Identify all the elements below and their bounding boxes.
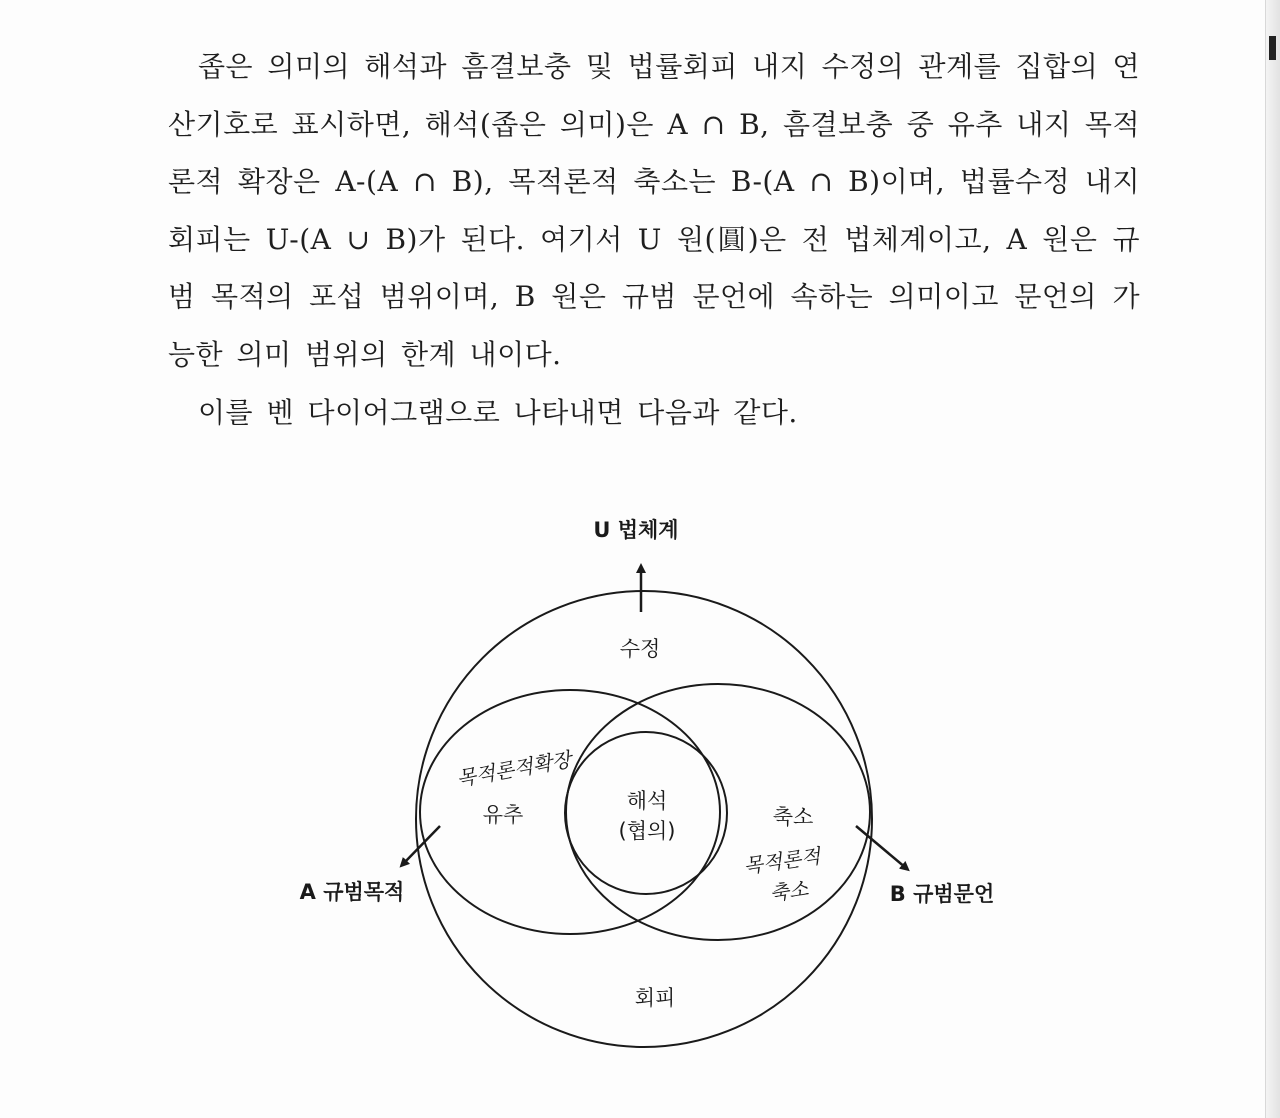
region-outside-label: 회피 xyxy=(634,986,676,1010)
region-b-only-label: 축소 xyxy=(772,805,814,829)
ellipse-b xyxy=(566,684,870,940)
region-universe-label: 수정 xyxy=(619,637,661,661)
label-b: B 규범문언 xyxy=(889,882,995,906)
region-intersection-label-2: (협의) xyxy=(618,819,676,843)
paragraph-1: 좁은 의미의 해석과 흠결보충 및 법률회피 내지 수정의 관계를 집합의 연산기호로 표시하면, 해석(좁은 의미)은 A ∩ B, 흠결보충 중 유추 내지 목적론적 확장은 A-(A ∩ B), 목적론적 축소는 B-(A ∩ B)이며, 법률수정 내지 회피는 U-(A ∪ B)가 된다. 여기서 U 원(圓)은 전 법체계이고, A 원은 규범 목적의 포섭 범위이며, B 원은 규범 문언에 속하는 의미이고 문언의 가능한 의미 범위의 한계 내이다. xyxy=(168,50,1140,371)
region-intersection-label-1: 해석 xyxy=(626,789,668,813)
handwritten-a: 목적론적확장 xyxy=(454,747,573,791)
handwritten-b-line1: 목적론적 xyxy=(741,843,822,879)
ellipse-a xyxy=(420,690,720,934)
handwritten-b-line2: 축소 xyxy=(768,876,810,906)
paragraph-2: 이를 벤 다이어그램으로 나타내면 다음과 같다. xyxy=(198,396,798,429)
region-a-only-label: 유추 xyxy=(482,803,524,827)
label-a: A 규범목적 xyxy=(299,880,405,904)
universe-label: U 법체계 xyxy=(593,518,679,542)
